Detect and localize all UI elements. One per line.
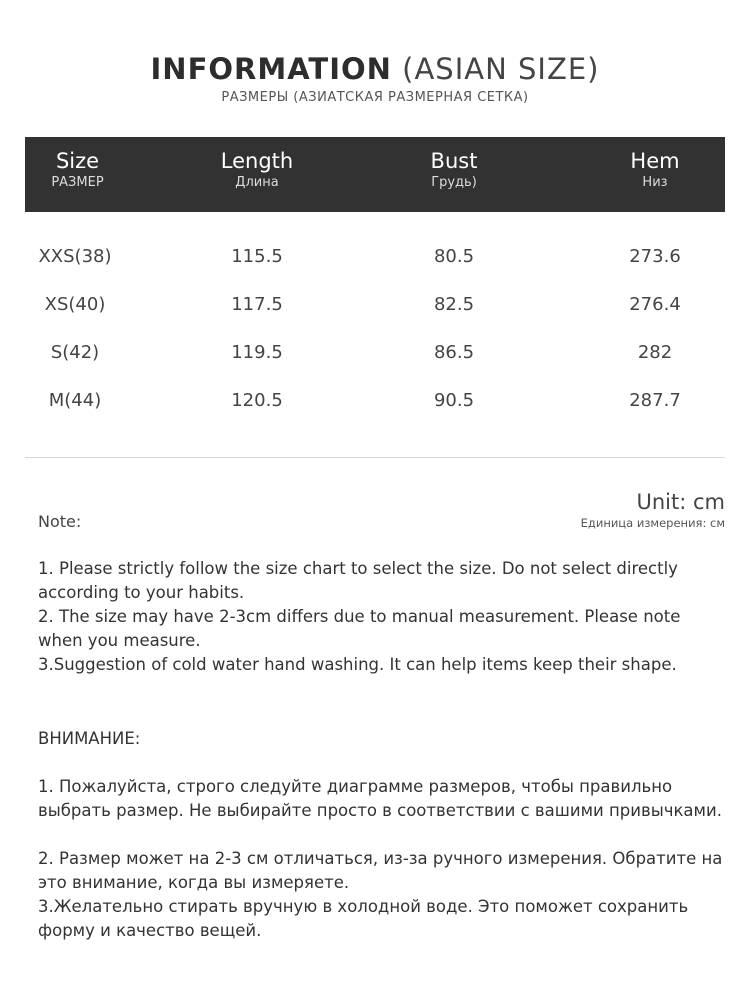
cell-length: 115.5 (231, 246, 283, 267)
note-item: 1. Please strictly follow the size chart to select the size. Do not select directly according to your habits. (38, 559, 678, 602)
cell-bust: 80.5 (433, 246, 475, 267)
column-hem-label-ru: Низ (642, 175, 668, 190)
cell-hem: 273.6 (629, 246, 681, 267)
cell-hem: 287.7 (629, 390, 681, 411)
unit-label: Unit: cm (636, 490, 725, 514)
column-bust-label-ru: Грудь) (431, 175, 477, 190)
cell-size: M(44) (48, 390, 102, 411)
column-length-label: Length (220, 149, 294, 173)
table-row (25, 246, 725, 276)
column-length-label-ru: Длина (235, 175, 279, 190)
cell-bust: 86.5 (433, 342, 475, 363)
page-subtitle: РАЗМЕРЫ (АЗИАТСКАЯ РАЗМЕРНАЯ СЕТКА) (221, 90, 529, 105)
unit-label-ru: Единица измерения: см (580, 516, 725, 530)
title-light: (ASIAN SIZE) (402, 52, 600, 86)
cell-bust: 82.5 (433, 294, 475, 315)
note-item: 3.Suggestion of cold water hand washing. It can help items keep their shape. (38, 655, 677, 674)
note-heading: Note: (38, 512, 82, 531)
table-row (25, 294, 725, 324)
cell-hem: 282 (637, 342, 673, 363)
note-item-ru: 3.Желательно стирать вручную в холодной воде. Это поможет сохранить форму и качество вещей. (38, 897, 689, 940)
table-row (25, 390, 725, 420)
cell-length: 117.5 (231, 294, 283, 315)
cell-bust: 90.5 (433, 390, 475, 411)
page-title (0, 52, 750, 86)
cell-size: S(42) (50, 342, 100, 363)
column-bust-label: Bust (430, 149, 478, 173)
cell-length: 119.5 (231, 342, 283, 363)
cell-size: XS(40) (44, 294, 106, 315)
column-size-label: Size (55, 149, 100, 173)
column-length (207, 137, 307, 190)
column-size-label-ru: РАЗМЕР (51, 175, 104, 190)
note-item-ru: 1. Пожалуйста, строго следуйте диаграмме размеров, чтобы правильно выбрать размер. Не выбирайте просто в соответствии с вашими привычками. (38, 777, 722, 820)
table-header (25, 137, 725, 212)
cell-length: 120.5 (231, 390, 283, 411)
cell-size: XXS(38) (38, 246, 112, 267)
column-hem-label: Hem (630, 149, 680, 173)
column-hem (605, 137, 705, 190)
column-size (40, 137, 115, 190)
cell-hem: 276.4 (629, 294, 681, 315)
column-bust (404, 137, 504, 190)
note-item: 2. The size may have 2-3cm differs due to manual measurement. Please note when you measure. (38, 607, 681, 650)
section-divider (25, 457, 725, 458)
note-item-ru: 2. Размер может на 2-3 см отличаться, из-за ручного измерения. Обратите на это внимание, когда вы измеряете. (38, 849, 723, 892)
title-bold: INFORMATION (150, 52, 392, 86)
table-row (25, 342, 725, 372)
note-heading-ru: ВНИМАНИЕ: (38, 729, 141, 748)
